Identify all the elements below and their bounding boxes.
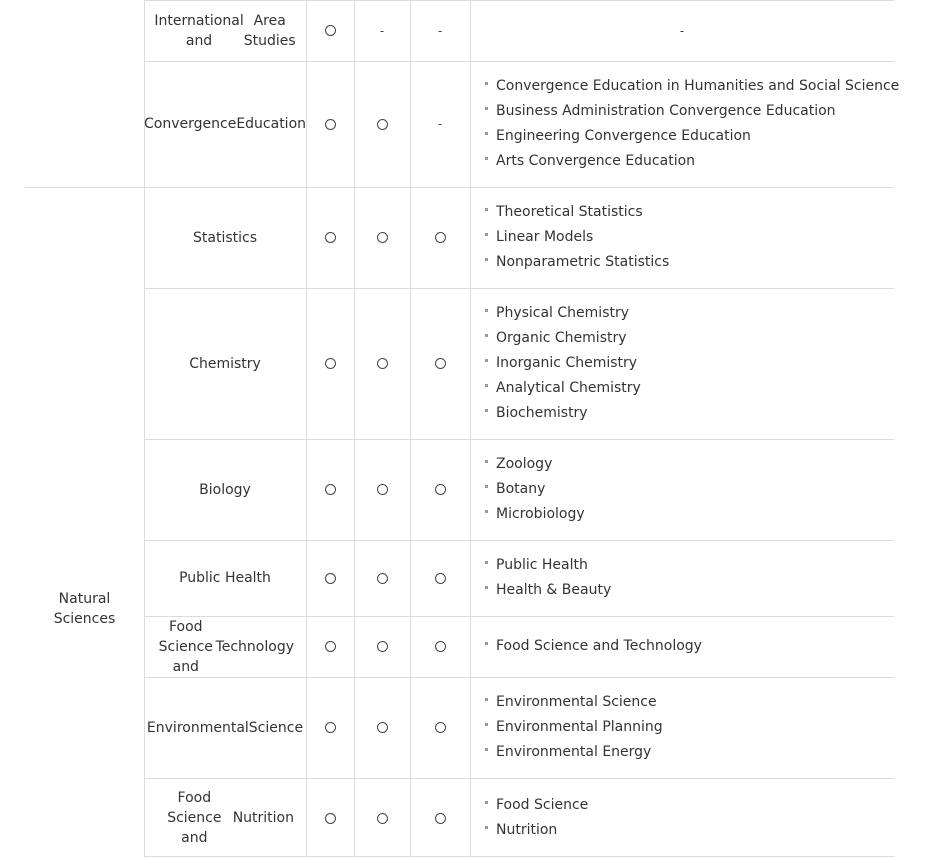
specialization-item: Environmental Science [485,690,894,715]
specialization-item: Arts Convergence Education [485,149,894,174]
specialization-item: Biochemistry [485,401,894,426]
major-name [144,288,306,439]
availability-cell [410,0,470,61]
availability-cell [306,61,354,187]
available-circle-icon [377,484,388,495]
table-row [0,778,928,858]
specialization-list [470,677,894,778]
availability-cell [410,288,470,439]
availability-cell [354,616,410,677]
specialization-list [470,616,894,677]
specialization-list [470,439,894,540]
specialization-item: Theoretical Statistics [485,200,894,225]
available-circle-icon [377,573,388,584]
available-circle-icon [377,119,388,130]
availability-cell [354,439,410,540]
specialization-item: Microbiology [485,502,894,527]
major-name [144,61,306,187]
available-circle-icon [377,722,388,733]
available-circle-icon [325,641,336,652]
table-row [0,288,928,439]
not-available-dash: - [437,117,443,131]
specialization-item: Inorganic Chemistry [485,351,894,376]
specialization-item: Environmental Energy [485,740,894,765]
specialization-list [470,778,894,858]
table-row [0,187,928,288]
major-name [144,778,306,858]
table-row [0,540,928,616]
major-name-line2: Education [236,116,307,132]
table-row [0,616,928,677]
specialization-item: Food Science and Technology [485,634,894,659]
specialization-item: Nonparametric Statistics [485,250,894,275]
availability-cell [306,540,354,616]
available-circle-icon [377,813,388,824]
major-name-line1: Statistics [193,229,257,246]
availability-cell [410,616,470,677]
major-name-line2: Area Studies [243,12,296,49]
specialization-item: Zoology [485,452,894,477]
specialization-item: Food Science [485,793,894,818]
available-circle-icon [377,358,388,369]
specialization-list [470,61,900,187]
major-name [144,0,306,61]
availability-cell [354,288,410,439]
availability-cell [354,0,410,61]
major-name [144,677,306,778]
availability-cell [410,778,470,858]
availability-cell [410,677,470,778]
availability-cell [410,439,470,540]
availability-cell [354,61,410,187]
major-name-line1: Environmental [146,719,249,736]
major-name-line1: Food Science and [167,790,222,846]
specialization-item: Analytical Chemistry [485,376,894,401]
table-row [0,0,928,61]
specialization-item: Public Health [485,553,894,578]
table-row [0,677,928,778]
availability-cell [410,61,470,187]
specialization-item: Business Administration Convergence Education [485,99,894,124]
specialization-list [470,0,894,61]
major-name-line1: Public Health [179,570,271,586]
available-circle-icon [325,232,336,243]
available-circle-icon [435,232,446,243]
specialization-item: Health & Beauty [485,578,894,603]
specialization-item: Environmental Planning [485,715,894,740]
major-name-line2: Technology [215,638,294,655]
major-name-line2: Science [248,719,304,736]
availability-cell [306,677,354,778]
specialization-item: Linear Models [485,225,894,250]
major-name [144,439,306,540]
availability-cell [354,187,410,288]
available-circle-icon [435,722,446,733]
not-available-dash: - [437,23,443,38]
availability-cell [306,616,354,677]
availability-cell [306,187,354,288]
not-available-dash: - [379,23,385,38]
major-name [144,187,306,288]
available-circle-icon [325,25,336,36]
major-name-line1: Biology [199,481,251,498]
specialization-item: Physical Chemistry [485,301,894,326]
specialization-item: Convergence Education in Humanities and Social Science [485,74,894,99]
availability-cell [354,778,410,858]
availability-cell [354,540,410,616]
available-circle-icon [377,232,388,243]
major-name-line1: Chemistry [189,355,261,372]
available-circle-icon [325,484,336,495]
availability-cell [306,439,354,540]
available-circle-icon [435,641,446,652]
row-divider [144,0,894,1]
available-circle-icon [325,722,336,733]
table-row [0,439,928,540]
specialization-item: Nutrition [485,818,894,843]
table-row [0,61,928,187]
available-circle-icon [325,813,336,824]
major-name [144,540,306,616]
major-name-line2: Nutrition [232,810,294,826]
specialization-list [470,540,894,616]
available-circle-icon [325,358,336,369]
specialization-item: Organic Chemistry [485,326,894,351]
available-circle-icon [325,119,336,130]
availability-cell [306,288,354,439]
availability-cell [410,187,470,288]
specialization-item: Engineering Convergence Education [485,124,894,149]
group-label-line2: Sciences [53,611,116,627]
specialization-item: Botany [485,477,894,502]
available-circle-icon [435,813,446,824]
availability-cell [354,677,410,778]
availability-cell [306,0,354,61]
group-label-line1: Natural [58,591,111,607]
major-name-line1: Convergence [144,116,237,132]
available-circle-icon [435,358,446,369]
major-name [144,616,306,677]
major-name-line1: Food Science and [158,618,213,675]
available-circle-icon [435,484,446,495]
no-specialization-dash: - [679,23,685,38]
major-name-line1: International and [154,12,244,49]
specialization-list [470,187,894,288]
row-divider [144,856,894,857]
available-circle-icon [435,573,446,584]
specialization-list [470,288,894,439]
available-circle-icon [377,641,388,652]
availability-cell [410,540,470,616]
available-circle-icon [325,573,336,584]
availability-cell [306,778,354,858]
